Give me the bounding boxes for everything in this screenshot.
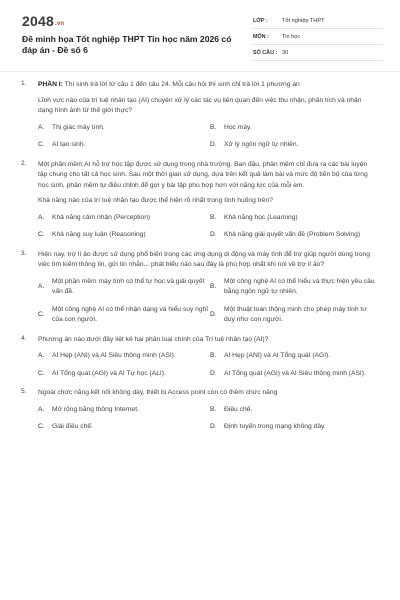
option-d[interactable]	[210, 422, 378, 433]
option-letter: B.	[210, 352, 217, 359]
option-text: AI Hẹp (ANI) và AI Siêu thông minh (ASI).	[52, 352, 176, 359]
option-text: Mở rộng băng thông Internet.	[52, 405, 139, 413]
option-b[interactable]	[210, 277, 378, 298]
section-instruction: Thí sinh trả lời từ câu 1 đến câu 24. Mỗi câu hỏi thí sinh chỉ trả lời 1 phương án	[62, 81, 300, 88]
question-number: 3.	[21, 249, 27, 257]
meta-value: Tin học	[282, 33, 301, 40]
question-number: 1.	[21, 80, 27, 87]
option-letter: D.	[210, 141, 217, 148]
option-letter: B.	[210, 282, 217, 290]
meta-table	[253, 13, 383, 61]
option-text: Khả năng giải quyết vấn đề (Problem Solving)	[224, 231, 361, 238]
answer-options	[38, 405, 378, 433]
option-a[interactable]	[38, 123, 210, 134]
option-c[interactable]	[38, 230, 210, 241]
meta-label: MÔN :	[253, 33, 269, 40]
option-letter: B.	[210, 213, 217, 221]
answer-options	[38, 213, 378, 241]
question-prompt: Lĩnh vực nào của trí tuệ nhân tạo (AI) chuyên xử lý các tác vụ liên quan đến việc thu nhận, phân tích và nhận dạng hình ảnh từ thế giới thực?	[38, 96, 362, 114]
option-d[interactable]	[210, 305, 378, 326]
option-text: Định tuyến trong mạng không dây.	[224, 423, 326, 430]
option-d[interactable]	[210, 230, 378, 241]
option-text: AI Hẹp (ANI) và AI Tổng quát (AGI).	[224, 352, 331, 359]
meta-value: Tốt nghiệp THPT	[282, 17, 325, 24]
question-number: 2.	[21, 159, 27, 167]
option-c[interactable]	[38, 140, 210, 151]
option-letter: A.	[38, 213, 45, 221]
option-letter: C.	[38, 231, 45, 238]
question-1	[0, 80, 400, 151]
option-text: AI Tổng quát (AGI) và AI Siêu thông minh (ASI).	[224, 369, 366, 377]
option-letter: C.	[38, 310, 45, 318]
option-b[interactable]	[210, 123, 378, 134]
question-text	[38, 80, 378, 91]
section-label: PHẦN I:	[38, 81, 63, 88]
option-c[interactable]	[38, 369, 210, 380]
option-letter: A.	[38, 123, 45, 131]
option-text: Giải điều chế.	[52, 423, 93, 430]
meta-label: SỐ CÂU :	[253, 49, 278, 56]
meta-row-subject	[253, 29, 383, 45]
option-letter: D.	[210, 231, 217, 238]
question-2	[0, 160, 400, 241]
question-5	[0, 388, 400, 433]
site-logo[interactable]	[22, 13, 64, 29]
logo-text: 2048	[22, 13, 54, 29]
meta-value: 30	[282, 49, 289, 56]
question-list	[0, 80, 400, 442]
question-3	[0, 250, 400, 326]
option-d[interactable]	[210, 369, 378, 380]
option-b[interactable]	[210, 351, 378, 362]
option-letter: D.	[210, 369, 217, 377]
option-text: Khả năng cảm nhận (Perception)	[52, 213, 151, 221]
option-text: Một thuật toán thông minh cho phép máy tính tư duy như con người.	[224, 305, 367, 323]
header-divider	[0, 71, 400, 72]
option-letter: D.	[210, 423, 217, 430]
option-a[interactable]	[38, 277, 210, 298]
answer-options	[38, 351, 378, 379]
logo-suffix: .vn	[54, 21, 65, 27]
question-text: Ngoài chức năng kết nối không dây, thiết bị Access point còn có thêm chức năng	[38, 389, 278, 396]
answer-options	[38, 123, 378, 151]
option-a[interactable]	[38, 405, 210, 416]
option-text: Khả năng học (Learning)	[224, 213, 298, 221]
option-b[interactable]	[210, 405, 378, 416]
question-text: Phương án nào dưới đây liệt kê hai phân loại chính của Trí tuệ nhân tạo (AI)?	[38, 335, 269, 343]
option-letter: A.	[38, 405, 45, 413]
option-letter: A.	[38, 352, 45, 359]
question-prompt: Khả năng nào của trí tuệ nhân tạo được thể hiện rõ nhất trong tình huống trên?	[38, 197, 273, 204]
option-text: Xử lý ngôn ngữ tự nhiên.	[224, 141, 299, 148]
option-b[interactable]	[210, 213, 378, 224]
option-text: Khả năng suy luận (Reasoning)	[52, 231, 146, 238]
option-text: AI tạo sinh.	[52, 141, 86, 148]
option-text: Một công nghệ AI có thể nhận dạng và hiểu suy nghĩ của con người.	[52, 305, 209, 323]
question-text: Hiện nay, trợ lí ảo được sử dụng phổ biến trong các ứng dụng di động và máy tính để trợ giúp người dùng trong việc tìm kiếm thông tin, gửi tin nhắn... phát biểu nào sau đây là phù hợp nhất khi nói về trợ lí ảo?	[38, 250, 371, 268]
question-4	[0, 335, 400, 380]
option-text: Thị giác máy tính.	[52, 123, 105, 131]
option-text: Một công nghệ AI có thể hiểu và thực hiện yêu cầu bằng ngôn ngữ tự nhiên.	[224, 277, 375, 295]
option-text: Học máy.	[224, 123, 252, 131]
option-c[interactable]	[38, 305, 210, 326]
option-letter: A.	[38, 282, 45, 290]
option-letter: B.	[210, 123, 217, 131]
option-c[interactable]	[38, 422, 210, 433]
meta-row-count	[253, 45, 383, 61]
question-text: Một phần mềm AI hỗ trợ học tập được sử dụng trong nhà trường. Ban đầu, phần mềm chỉ đưa ra các bài luyện tập chung cho tất cả học sinh. Sau một thời gian sử dụng, dựa trên kết quả làm bài và mức độ tiến bộ của từng học sinh, phần mềm tự điều chỉnh để gợi ý bài tập phù hợp hơn với năng lực của mỗi em.	[38, 160, 368, 189]
option-text: Một phần mềm máy tính có thể tự học và giải quyết vấn đề.	[52, 277, 205, 295]
option-text: AI Tổng quát (AGI) và AI Tự học (ALI).	[52, 369, 166, 377]
option-letter: C.	[38, 423, 45, 430]
option-a[interactable]	[38, 213, 210, 224]
page-header	[0, 0, 400, 70]
page-title: Đề minh họa Tốt nghiệp THPT Tin học năm 2026 có đáp án - Đề số 6	[22, 34, 232, 55]
option-letter: C.	[38, 369, 45, 377]
option-text: Điều chế.	[224, 405, 253, 413]
option-d[interactable]	[210, 140, 378, 151]
question-number: 4.	[21, 334, 27, 342]
option-letter: B.	[210, 405, 217, 413]
option-a[interactable]	[38, 351, 210, 362]
answer-options	[38, 277, 378, 326]
meta-label: LỚP :	[253, 17, 268, 24]
question-number: 5.	[21, 388, 27, 395]
option-letter: D.	[210, 310, 217, 318]
option-letter: C.	[38, 141, 45, 148]
meta-row-class	[253, 13, 383, 29]
